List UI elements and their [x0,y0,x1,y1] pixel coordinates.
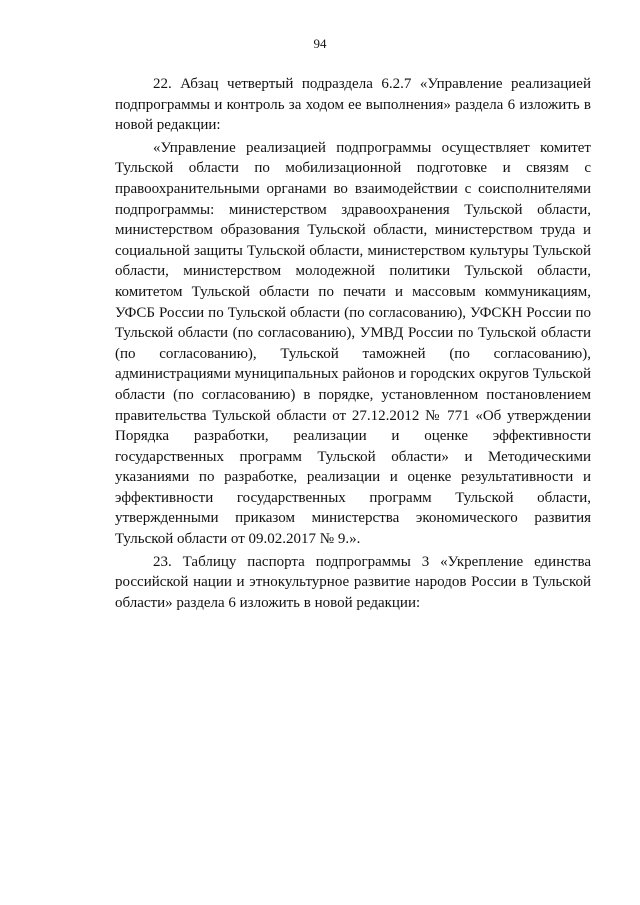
paragraph-quoted-amendment: «Управление реализацией подпрограммы осуществляет комитет Тульской области по мобилизационной подготовке и связям с правоохранительными органами во взаимодействии с соисполнителями подпрограммы: министерством здравоохранения Тульской области, министерством образования Тульской области, министерством труда и социальной защиты Тульской области, министерством культуры Тульской области, министерством молодежной политики Тульской области, комитетом Тульской области по печати и массовым коммуникациям, УФСБ России по Тульской области (по согласованию), УФСКН России по Тульской области (по согласованию), УМВД России по Тульской области (по согласованию), Тульской таможней (по согласованию), администрациями муниципальных районов и городских округов Тульской области (по согласованию) в порядке, установленном постановлением правительства Тульской области от 27.12.2012 № 771 «Об утверждении Порядка разработки, реализации и оценке эффективности государственных программ Тульской области» и Методическими указаниями по разработке, реализации и оценке результативности и эффективности государственных программ Тульской области, утвержденными приказом министерства экономического развития Тульской области от 09.02.2017 № 9.». [115,139,591,548]
paragraph-item-23: 23. Таблицу паспорта подпрограммы 3 «Укрепление единства российской нации и этнокультурное развитие народов России в Тульской области» раздела 6 изложить в новой редакции: [115,553,591,611]
document-body [115,74,591,613]
page-number: 94 [313,36,327,51]
paragraph-item-22: 22. Абзац четвертый подраздела 6.2.7 «Управление реализацией подпрограммы и контроль за ходом ее выполнения» раздела 6 изложить в новой редакции: [115,76,591,134]
